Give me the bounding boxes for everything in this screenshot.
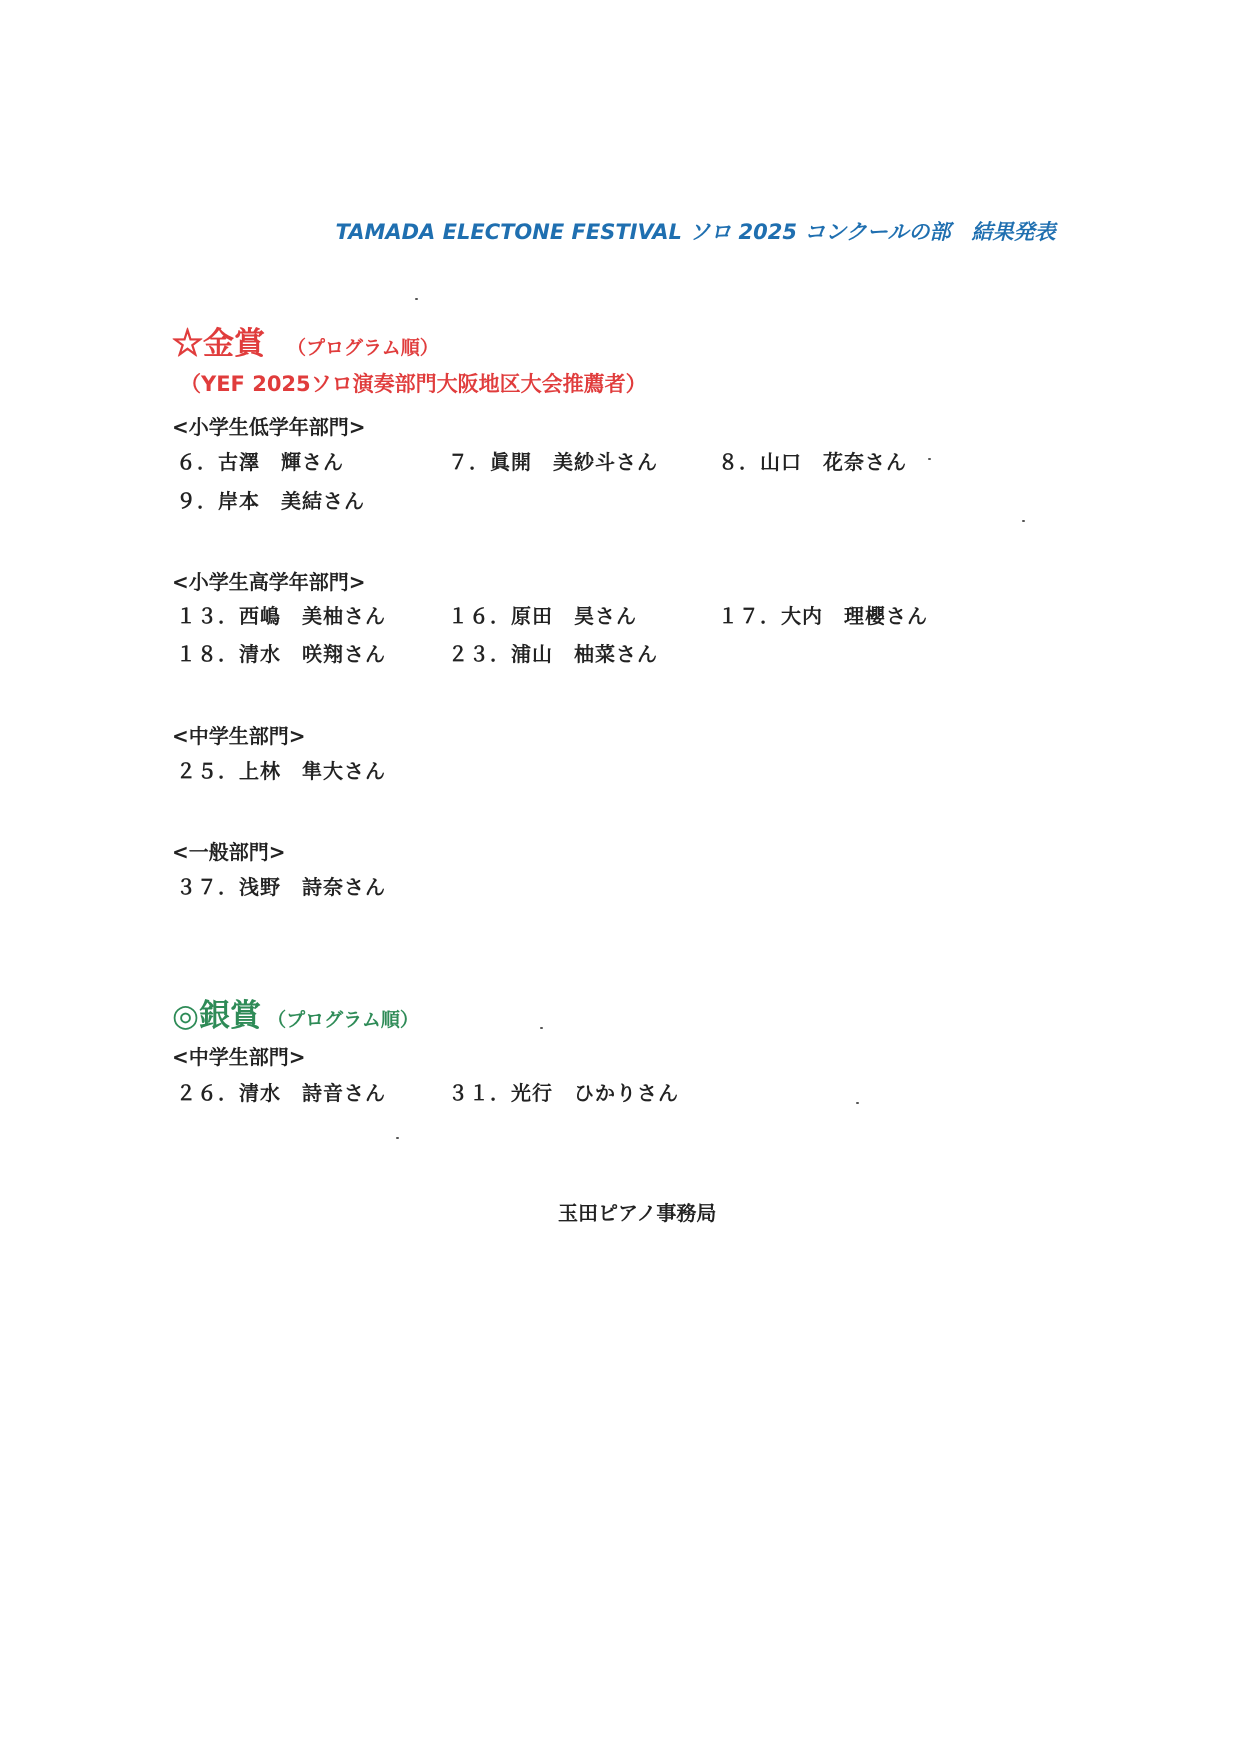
section-label-lower-elementary: <小学生低学年部門> [172,415,366,439]
silver-award-name: 銀賞 [199,998,262,1034]
entry-row [176,871,1076,901]
scan-speck [415,298,418,300]
winner-entry: ６．古澤 輝さん [176,450,344,474]
gold-award-name: 金賞 [203,326,265,362]
winner-entry: １７．大内 理櫻さん [718,604,928,628]
winner-entry: ８．山口 花奈さん [718,450,907,474]
section-label-junior-high-silver: <中学生部門> [172,1045,306,1069]
winner-entry: ９．岸本 美結さん [176,489,365,513]
winner-entry: １６．原田 昊さん [448,604,637,628]
gold-award-heading [172,318,439,363]
scan-speck [856,1102,859,1104]
document-title: TAMADA ELECTONE FESTIVAL ソロ 2025 コンクールの部 結果発表 [335,220,1056,244]
winner-entry: ３１．光行 ひかりさん [448,1081,679,1105]
winner-entry: ２６．清水 詩音さん [176,1081,386,1105]
scan-speck [928,458,931,460]
entry-row [176,1077,1076,1107]
gold-recommend-note: （YEF 2025ソロ演奏部門大阪地区大会推薦者） [180,372,647,396]
winner-entry: ２５．上林 隼大さん [176,759,386,783]
gold-program-order-note: （プログラム順） [287,337,439,359]
silver-program-order-note: （プログラム順） [267,1009,419,1031]
entry-row [176,755,1076,785]
office-name: 玉田ピアノ事務局 [558,1201,717,1225]
winner-entry: １８．清水 咲翔さん [176,642,386,666]
winner-entry: ７．眞開 美紗斗さん [448,450,658,474]
scan-speck [1022,520,1025,522]
section-label-junior-high: <中学生部門> [172,724,306,748]
entry-row [176,638,1076,668]
scan-speck [540,1027,543,1029]
winner-entry: ２３．浦山 柚菜さん [448,642,658,666]
silver-award-heading [172,990,419,1035]
star-icon: ☆ [172,326,203,362]
scan-speck [396,1137,399,1139]
entry-row [176,600,1076,630]
section-label-upper-elementary: <小学生高学年部門> [172,570,366,594]
section-label-general: <一般部門> [172,840,286,864]
winner-entry: ３７．浅野 詩奈さん [176,875,386,899]
entry-row [176,485,1076,515]
double-circle-icon: ◎ [172,998,200,1034]
entry-row [176,446,1076,476]
winner-entry: １３．西嶋 美柚さん [176,604,386,628]
